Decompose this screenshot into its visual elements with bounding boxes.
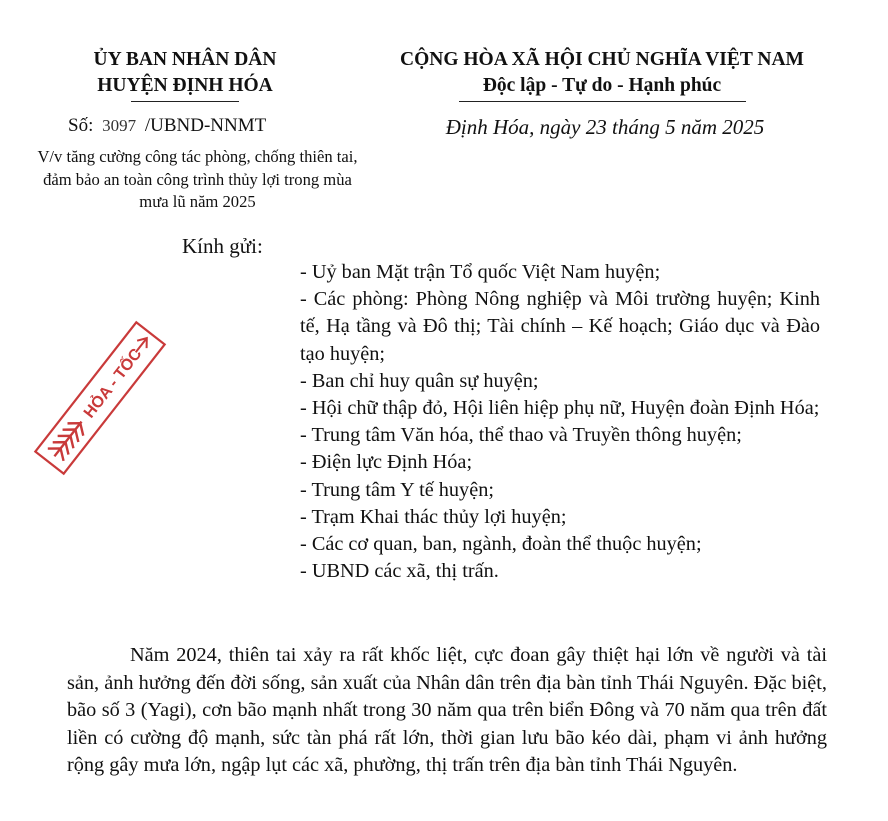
national-motto: Độc lập - Tự do - Hạnh phúc bbox=[482, 75, 722, 96]
urgent-stamp-graphic bbox=[35, 322, 164, 473]
document-number-suffix: /UBND-NNMT bbox=[144, 115, 267, 136]
motto-underline bbox=[459, 101, 746, 102]
recipient-item: - Hội chữ thập đỏ, Hội liên hiệp phụ nữ, Huyện đoàn Định Hóa; bbox=[300, 397, 820, 420]
arrow-feather-icon bbox=[47, 415, 90, 462]
recipient-item: - Uỷ ban Mặt trận Tổ quốc Việt Nam huyện; bbox=[300, 261, 661, 283]
recipient-item: - Các phòng: Phòng Nông nghiệp và Môi trường huyện; Kinh tế, Hạ tầng và Đô thị; Tài chính – Kế hoạch; Giáo dục và Đào tạo huyện; bbox=[300, 288, 820, 365]
organization-district: HUYỆN ĐỊNH HÓA bbox=[97, 75, 273, 96]
document-number-prefix: Số: bbox=[68, 115, 94, 136]
urgent-stamp bbox=[30, 318, 170, 478]
document-subject: V/v tăng cường công tác phòng, chống thiên tai, đảm bảo an toàn công trình thủy lợi trong mùa mưa lũ năm 2025 bbox=[37, 147, 358, 211]
recipient-item: - Trung tâm Y tế huyện; bbox=[300, 478, 494, 501]
recipient-item: - Điện lực Định Hóa; bbox=[300, 451, 473, 474]
recipient-item: - Ban chỉ huy quân sự huyện; bbox=[300, 369, 539, 392]
recipient-item: - Các cơ quan, ban, ngành, đoàn thể thuộc huyện; bbox=[300, 533, 702, 556]
date-line: Định Hóa, ngày 23 tháng 5 năm 2025 bbox=[445, 115, 765, 139]
recipient-item: - Trung tâm Văn hóa, thể thao và Truyền thông huyện; bbox=[300, 424, 742, 447]
stamp-text: HỎA - TỐC bbox=[80, 345, 146, 422]
organization-name: ỦY BAN NHÂN DÂN bbox=[93, 49, 277, 70]
recipient-item: - Trạm Khai thác thủy lợi huyện; bbox=[300, 505, 567, 528]
organization-underline bbox=[131, 101, 239, 102]
national-title: CỘNG HÒA XÃ HỘI CHỦ NGHĨA VIỆT NAM bbox=[400, 49, 804, 70]
recipient-item: - UBND các xã, thị trấn. bbox=[300, 560, 499, 583]
document-number-value: 3097 bbox=[102, 116, 137, 135]
recipient-list bbox=[300, 259, 820, 585]
document-number bbox=[68, 115, 266, 137]
body-paragraph: Năm 2024, thiên tai xảy ra rất khốc liệt, cực đoan gây thiệt hại lớn về người và tài sản, ảnh hưởng đến đời sống, sản xuất của Nhân dân trên địa bàn tỉnh Thái Nguyên. Đặc biệt, bão số 3 (Yagi), cơn bão mạnh nhất trong 30 năm qua trên biển Đông và 70 năm qua trên đất liền có cường độ mạnh, sức tàn phá rất lớn, thời gian lưu bão kéo dài, phạm vi ảnh hưởng rộng gây mưa lớn, ngập lụt các xã, phường, thị trấn trên địa bàn tỉnh Thái Nguyên. bbox=[67, 644, 827, 776]
greeting: Kính gửi: bbox=[182, 234, 263, 258]
